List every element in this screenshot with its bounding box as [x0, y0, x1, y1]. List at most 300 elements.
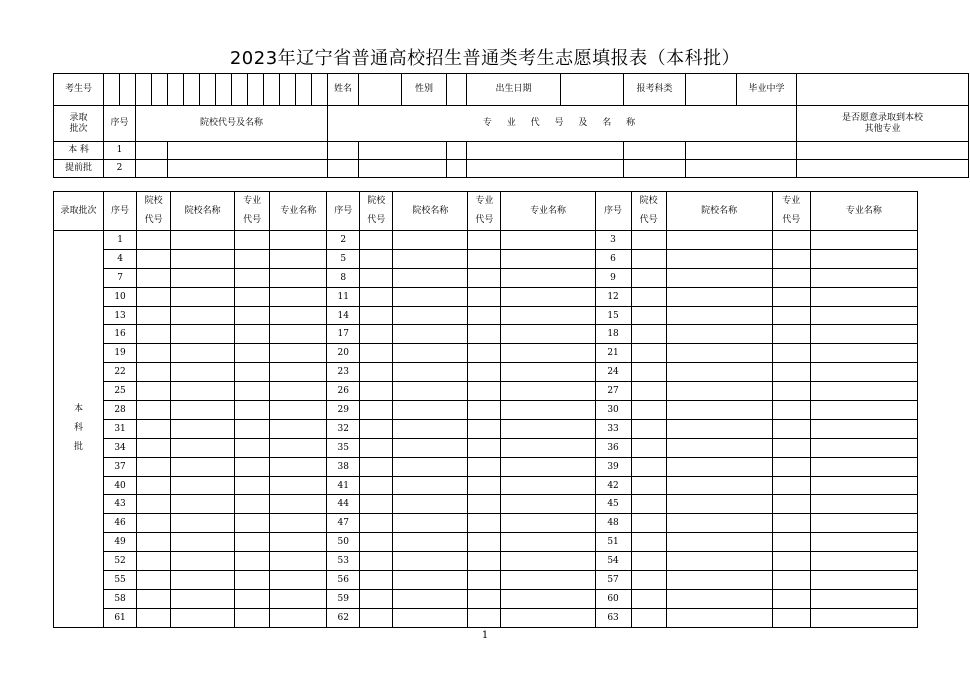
major-code-cell[interactable] — [772, 268, 810, 287]
exam-number-cell[interactable] — [280, 74, 296, 106]
school-code-cell[interactable] — [360, 249, 393, 268]
major-name-cell[interactable] — [810, 401, 917, 420]
school-name-cell[interactable] — [171, 552, 235, 571]
school-name-header: 院校名称 — [666, 192, 772, 231]
school-name-cell[interactable] — [666, 401, 772, 420]
major-name-cell[interactable] — [270, 344, 327, 363]
school-name-cell[interactable] — [666, 419, 772, 438]
major-code-cell[interactable] — [772, 306, 810, 325]
school-code-cell[interactable] — [137, 533, 171, 552]
school-name-cell[interactable] — [666, 608, 772, 627]
school-code-cell[interactable] — [631, 571, 666, 590]
school-code-cell[interactable] — [631, 363, 666, 382]
major-name-cell[interactable] — [810, 419, 917, 438]
school-code-cell[interactable] — [631, 552, 666, 571]
school-name-cell[interactable] — [171, 495, 235, 514]
school-code-cell[interactable] — [631, 231, 666, 250]
early-major-name-1c[interactable] — [686, 142, 797, 160]
major-name-cell[interactable] — [501, 457, 595, 476]
school-name-cell[interactable] — [666, 325, 772, 344]
major-code-cell[interactable] — [772, 571, 810, 590]
school-code-cell[interactable] — [137, 382, 171, 401]
early-major-name-1b[interactable] — [467, 142, 624, 160]
major-name-cell[interactable] — [270, 457, 327, 476]
major-code-cell[interactable] — [468, 514, 501, 533]
early-school-code-2[interactable] — [136, 160, 168, 178]
school-code-name-label: 院校代号及名称 — [136, 106, 328, 142]
early-school-name-2[interactable] — [168, 160, 328, 178]
school-name-cell[interactable] — [393, 438, 468, 457]
school-code-cell[interactable] — [360, 344, 393, 363]
school-code-cell[interactable] — [631, 438, 666, 457]
school-code-cell[interactable] — [137, 344, 171, 363]
gender-field[interactable] — [447, 74, 467, 106]
major-code-cell[interactable] — [468, 608, 501, 627]
school-code-cell[interactable] — [137, 401, 171, 420]
school-code-cell[interactable] — [137, 249, 171, 268]
school-name-cell[interactable] — [666, 457, 772, 476]
major-code-cell[interactable] — [468, 571, 501, 590]
early-seq-2: 2 — [104, 160, 136, 178]
school-name-cell[interactable] — [171, 306, 235, 325]
school-code-cell[interactable] — [360, 608, 393, 627]
major-name-cell[interactable] — [810, 438, 917, 457]
major-name-cell[interactable] — [810, 231, 917, 250]
school-name-cell[interactable] — [171, 589, 235, 608]
school-code-cell[interactable] — [360, 571, 393, 590]
major-name-cell[interactable] — [810, 249, 917, 268]
major-code-cell[interactable] — [235, 344, 270, 363]
school-name-cell[interactable] — [393, 287, 468, 306]
major-name-cell[interactable] — [810, 552, 917, 571]
school-name-cell[interactable] — [393, 249, 468, 268]
school-code-cell[interactable] — [360, 589, 393, 608]
major-name-cell[interactable] — [270, 382, 327, 401]
school-code-cell[interactable] — [631, 495, 666, 514]
school-code-cell[interactable] — [631, 287, 666, 306]
school-code-cell[interactable] — [360, 419, 393, 438]
major-name-cell[interactable] — [501, 438, 595, 457]
major-name-cell[interactable] — [270, 287, 327, 306]
school-code-cell[interactable] — [631, 608, 666, 627]
major-name-cell[interactable] — [501, 306, 595, 325]
early-major-code-1a[interactable] — [328, 142, 359, 160]
major-name-cell[interactable] — [810, 363, 917, 382]
school-name-cell[interactable] — [393, 495, 468, 514]
early-major-code-1c[interactable] — [624, 142, 686, 160]
school-name-cell[interactable] — [393, 571, 468, 590]
major-code-cell[interactable] — [772, 608, 810, 627]
school-code-cell[interactable] — [360, 495, 393, 514]
major-name-cell[interactable] — [810, 457, 917, 476]
school-name-cell[interactable] — [171, 438, 235, 457]
school-code-cell[interactable] — [631, 382, 666, 401]
major-name-cell[interactable] — [501, 249, 595, 268]
major-code-cell[interactable] — [772, 325, 810, 344]
school-code-cell[interactable] — [360, 325, 393, 344]
major-name-cell[interactable] — [501, 589, 595, 608]
major-code-cell[interactable] — [235, 608, 270, 627]
major-code-cell[interactable] — [468, 268, 501, 287]
major-code-cell[interactable] — [468, 325, 501, 344]
major-name-cell[interactable] — [501, 268, 595, 287]
major-name-cell[interactable] — [810, 268, 917, 287]
school-name-cell[interactable] — [171, 325, 235, 344]
school-code-cell[interactable] — [137, 514, 171, 533]
major-code-cell[interactable] — [235, 419, 270, 438]
major-code-cell[interactable] — [235, 287, 270, 306]
major-code-cell[interactable] — [772, 495, 810, 514]
major-code-cell[interactable] — [235, 552, 270, 571]
name-field[interactable] — [359, 74, 402, 106]
school-code-cell[interactable] — [137, 419, 171, 438]
exam-number-cell[interactable] — [200, 74, 216, 106]
school-code-cell[interactable] — [137, 325, 171, 344]
school-code-cell[interactable] — [631, 589, 666, 608]
school-code-cell[interactable] — [360, 231, 393, 250]
school-name-cell[interactable] — [393, 382, 468, 401]
major-name-cell[interactable] — [810, 325, 917, 344]
major-name-cell[interactable] — [810, 571, 917, 590]
major-code-cell[interactable] — [235, 268, 270, 287]
school-name-cell[interactable] — [393, 344, 468, 363]
school-name-cell[interactable] — [393, 476, 468, 495]
major-code-cell[interactable] — [468, 344, 501, 363]
table-row — [54, 306, 918, 325]
school-code-cell[interactable] — [137, 287, 171, 306]
major-code-cell[interactable] — [468, 231, 501, 250]
exam-number-cell[interactable] — [232, 74, 248, 106]
school-name-cell[interactable] — [393, 608, 468, 627]
school-name-cell[interactable] — [666, 589, 772, 608]
major-name-cell[interactable] — [501, 571, 595, 590]
school-code-cell[interactable] — [631, 419, 666, 438]
major-code-cell[interactable] — [772, 344, 810, 363]
major-code-cell[interactable] — [772, 514, 810, 533]
early-major-name-1a[interactable] — [359, 142, 447, 160]
birth-date-field[interactable] — [561, 74, 624, 106]
major-code-cell[interactable] — [468, 363, 501, 382]
major-code-cell[interactable] — [235, 401, 270, 420]
early-major-code-2b[interactable] — [447, 160, 467, 178]
major-name-cell[interactable] — [270, 571, 327, 590]
school-name-cell[interactable] — [666, 476, 772, 495]
major-name-cell[interactable] — [270, 231, 327, 250]
major-name-cell[interactable] — [501, 533, 595, 552]
school-name-cell[interactable] — [666, 344, 772, 363]
school-name-cell[interactable] — [666, 552, 772, 571]
choice-seq: 26 — [327, 382, 360, 401]
school-name-cell[interactable] — [666, 249, 772, 268]
major-code-cell[interactable] — [468, 401, 501, 420]
school-code-cell[interactable] — [360, 533, 393, 552]
major-code-cell[interactable] — [772, 589, 810, 608]
school-name-cell[interactable] — [393, 589, 468, 608]
major-name-cell[interactable] — [501, 363, 595, 382]
early-major-name-2a[interactable] — [359, 160, 447, 178]
major-name-cell[interactable] — [270, 438, 327, 457]
major-name-cell[interactable] — [810, 514, 917, 533]
major-code-cell[interactable] — [235, 306, 270, 325]
major-name-cell[interactable] — [501, 514, 595, 533]
school-code-cell[interactable] — [137, 476, 171, 495]
school-code-cell[interactable] — [631, 514, 666, 533]
exam-number-cell[interactable] — [152, 74, 168, 106]
school-name-cell[interactable] — [393, 533, 468, 552]
major-name-cell[interactable] — [810, 476, 917, 495]
exam-number-cell[interactable] — [120, 74, 136, 106]
major-name-cell[interactable] — [810, 306, 917, 325]
exam-number-cell[interactable] — [168, 74, 184, 106]
major-name-cell[interactable] — [810, 589, 917, 608]
school-name-cell[interactable] — [171, 476, 235, 495]
major-code-cell[interactable] — [772, 287, 810, 306]
major-code-cell[interactable] — [772, 476, 810, 495]
school-code-cell[interactable] — [137, 571, 171, 590]
school-name-cell[interactable] — [666, 363, 772, 382]
school-code-cell[interactable] — [631, 401, 666, 420]
school-code-cell[interactable] — [137, 608, 171, 627]
school-code-cell[interactable] — [137, 495, 171, 514]
major-name-cell[interactable] — [501, 231, 595, 250]
school-name-cell[interactable] — [171, 571, 235, 590]
major-code-cell[interactable] — [772, 533, 810, 552]
major-code-cell[interactable] — [235, 476, 270, 495]
major-code-cell[interactable] — [468, 552, 501, 571]
major-name-cell[interactable] — [810, 533, 917, 552]
major-code-cell[interactable] — [235, 533, 270, 552]
major-code-cell[interactable] — [468, 533, 501, 552]
major-code-cell[interactable] — [468, 249, 501, 268]
school-code-cell[interactable] — [360, 514, 393, 533]
exam-number-cell[interactable] — [184, 74, 200, 106]
exam-number-cell[interactable] — [216, 74, 232, 106]
major-code-cell[interactable] — [468, 306, 501, 325]
major-code-cell[interactable] — [468, 495, 501, 514]
choice-seq: 38 — [327, 457, 360, 476]
major-code-cell[interactable] — [235, 571, 270, 590]
major-code-cell[interactable] — [235, 589, 270, 608]
school-code-cell[interactable] — [360, 268, 393, 287]
school-name-cell[interactable] — [666, 571, 772, 590]
school-code-cell[interactable] — [360, 552, 393, 571]
early-major-name-2c[interactable] — [686, 160, 797, 178]
school-name-cell[interactable] — [393, 325, 468, 344]
school-code-cell[interactable] — [137, 231, 171, 250]
major-code-cell[interactable] — [468, 476, 501, 495]
early-school-code-1[interactable] — [136, 142, 168, 160]
school-code-cell[interactable] — [631, 457, 666, 476]
exam-number-cell[interactable] — [264, 74, 280, 106]
table-row — [54, 589, 918, 608]
major-name-cell[interactable] — [501, 325, 595, 344]
major-name-cell[interactable] — [270, 249, 327, 268]
school-name-cell[interactable] — [171, 287, 235, 306]
major-name-cell[interactable] — [810, 344, 917, 363]
school-name-cell[interactable] — [666, 287, 772, 306]
major-name-cell[interactable] — [501, 401, 595, 420]
major-name-cell[interactable] — [270, 608, 327, 627]
major-name-cell[interactable] — [501, 382, 595, 401]
school-name-cell[interactable] — [171, 533, 235, 552]
major-name-cell[interactable] — [501, 287, 595, 306]
early-major-name-2b[interactable] — [467, 160, 624, 178]
school-name-cell[interactable] — [666, 231, 772, 250]
early-accept-2[interactable] — [797, 160, 969, 178]
school-name-cell[interactable] — [393, 514, 468, 533]
school-code-cell[interactable] — [360, 457, 393, 476]
school-name-cell[interactable] — [171, 363, 235, 382]
major-name-cell[interactable] — [501, 344, 595, 363]
exam-number-cell[interactable] — [136, 74, 152, 106]
school-name-cell[interactable] — [666, 438, 772, 457]
school-code-cell[interactable] — [631, 306, 666, 325]
major-name-cell[interactable] — [270, 268, 327, 287]
major-code-cell[interactable] — [468, 438, 501, 457]
school-field[interactable] — [797, 74, 969, 106]
exam-number-cell[interactable] — [312, 74, 328, 106]
major-name-cell[interactable] — [810, 382, 917, 401]
school-code-cell[interactable] — [137, 552, 171, 571]
school-name-cell[interactable] — [666, 495, 772, 514]
major-code-cell[interactable] — [772, 363, 810, 382]
early-accept-1[interactable] — [797, 142, 969, 160]
school-name-cell[interactable] — [393, 401, 468, 420]
choice-seq: 50 — [327, 533, 360, 552]
school-name-cell[interactable] — [171, 249, 235, 268]
school-name-cell[interactable] — [393, 363, 468, 382]
major-code-cell[interactable] — [235, 514, 270, 533]
choice-seq: 43 — [104, 495, 137, 514]
major-name-cell[interactable] — [501, 608, 595, 627]
major-name-cell[interactable] — [270, 552, 327, 571]
major-name-cell[interactable] — [270, 476, 327, 495]
major-code-cell[interactable] — [772, 382, 810, 401]
major-name-cell[interactable] — [270, 533, 327, 552]
major-code-cell[interactable] — [468, 457, 501, 476]
school-name-cell[interactable] — [666, 268, 772, 287]
school-code-cell[interactable] — [360, 401, 393, 420]
school-code-cell[interactable] — [137, 438, 171, 457]
school-name-cell[interactable] — [393, 306, 468, 325]
major-code-cell[interactable] — [235, 249, 270, 268]
major-code-cell[interactable] — [468, 589, 501, 608]
school-name-cell[interactable] — [171, 419, 235, 438]
school-code-cell[interactable] — [360, 476, 393, 495]
school-code-cell[interactable] — [360, 306, 393, 325]
major-code-cell[interactable] — [468, 382, 501, 401]
major-name-cell[interactable] — [501, 552, 595, 571]
school-code-cell[interactable] — [137, 363, 171, 382]
major-code-cell[interactable] — [468, 419, 501, 438]
subject-field[interactable] — [686, 74, 737, 106]
school-name-cell[interactable] — [171, 344, 235, 363]
major-name-cell[interactable] — [270, 589, 327, 608]
exam-number-cell[interactable] — [296, 74, 312, 106]
school-code-cell[interactable] — [631, 476, 666, 495]
major-name-cell[interactable] — [810, 287, 917, 306]
major-code-cell[interactable] — [772, 457, 810, 476]
major-name-cell[interactable] — [501, 476, 595, 495]
major-code-cell[interactable] — [235, 382, 270, 401]
early-major-code-2a[interactable] — [328, 160, 359, 178]
major-name-cell[interactable] — [270, 401, 327, 420]
school-name-cell[interactable] — [171, 231, 235, 250]
exam-number-cell[interactable] — [248, 74, 264, 106]
major-code-cell[interactable] — [772, 231, 810, 250]
school-name-cell[interactable] — [171, 401, 235, 420]
major-code-cell[interactable] — [772, 552, 810, 571]
school-code-cell[interactable] — [360, 438, 393, 457]
major-code-cell[interactable] — [468, 287, 501, 306]
early-major-code-2c[interactable] — [624, 160, 686, 178]
major-code-cell[interactable] — [772, 249, 810, 268]
early-school-name-1[interactable] — [168, 142, 328, 160]
school-name-cell[interactable] — [171, 457, 235, 476]
major-code-cell[interactable] — [235, 231, 270, 250]
school-code-cell[interactable] — [631, 268, 666, 287]
school-code-cell[interactable] — [137, 306, 171, 325]
school-code-cell[interactable] — [360, 363, 393, 382]
school-name-cell[interactable] — [171, 382, 235, 401]
major-code-cell[interactable] — [235, 457, 270, 476]
major-name-cell[interactable] — [270, 419, 327, 438]
school-name-cell[interactable] — [393, 552, 468, 571]
major-name-cell[interactable] — [270, 306, 327, 325]
school-name-cell[interactable] — [666, 306, 772, 325]
major-code-cell[interactable] — [772, 438, 810, 457]
school-code-cell[interactable] — [360, 382, 393, 401]
major-code-cell[interactable] — [772, 401, 810, 420]
major-name-cell[interactable] — [270, 514, 327, 533]
major-name-cell[interactable] — [810, 608, 917, 627]
major-name-cell[interactable] — [501, 419, 595, 438]
school-name-cell[interactable] — [171, 608, 235, 627]
school-name-cell[interactable] — [393, 419, 468, 438]
major-code-name-label: 专 业 代 号 及 名 称 — [328, 106, 797, 142]
major-code-cell[interactable] — [235, 325, 270, 344]
major-name-cell[interactable] — [270, 495, 327, 514]
major-name-cell[interactable] — [270, 363, 327, 382]
major-name-cell[interactable] — [501, 495, 595, 514]
major-code-cell[interactable] — [772, 419, 810, 438]
school-code-cell[interactable] — [631, 344, 666, 363]
school-name-cell[interactable] — [666, 382, 772, 401]
major-name-cell[interactable] — [270, 325, 327, 344]
choice-seq: 31 — [104, 419, 137, 438]
school-code-cell[interactable] — [137, 268, 171, 287]
school-name-cell[interactable] — [393, 231, 468, 250]
exam-number-cell[interactable] — [104, 74, 120, 106]
major-code-cell[interactable] — [235, 438, 270, 457]
school-code-cell[interactable] — [631, 249, 666, 268]
early-major-code-1b[interactable] — [447, 142, 467, 160]
school-name-cell[interactable] — [171, 514, 235, 533]
school-name-cell[interactable] — [171, 268, 235, 287]
school-code-cell[interactable] — [137, 589, 171, 608]
major-code-cell[interactable] — [235, 495, 270, 514]
school-code-cell[interactable] — [360, 287, 393, 306]
major-name-cell[interactable] — [810, 495, 917, 514]
school-code-cell[interactable] — [631, 325, 666, 344]
school-code-cell[interactable] — [137, 457, 171, 476]
school-name-cell[interactable] — [666, 533, 772, 552]
school-name-cell[interactable] — [666, 514, 772, 533]
school-code-cell[interactable] — [631, 533, 666, 552]
school-name-cell[interactable] — [393, 457, 468, 476]
major-code-cell[interactable] — [235, 363, 270, 382]
school-name-cell[interactable] — [393, 268, 468, 287]
